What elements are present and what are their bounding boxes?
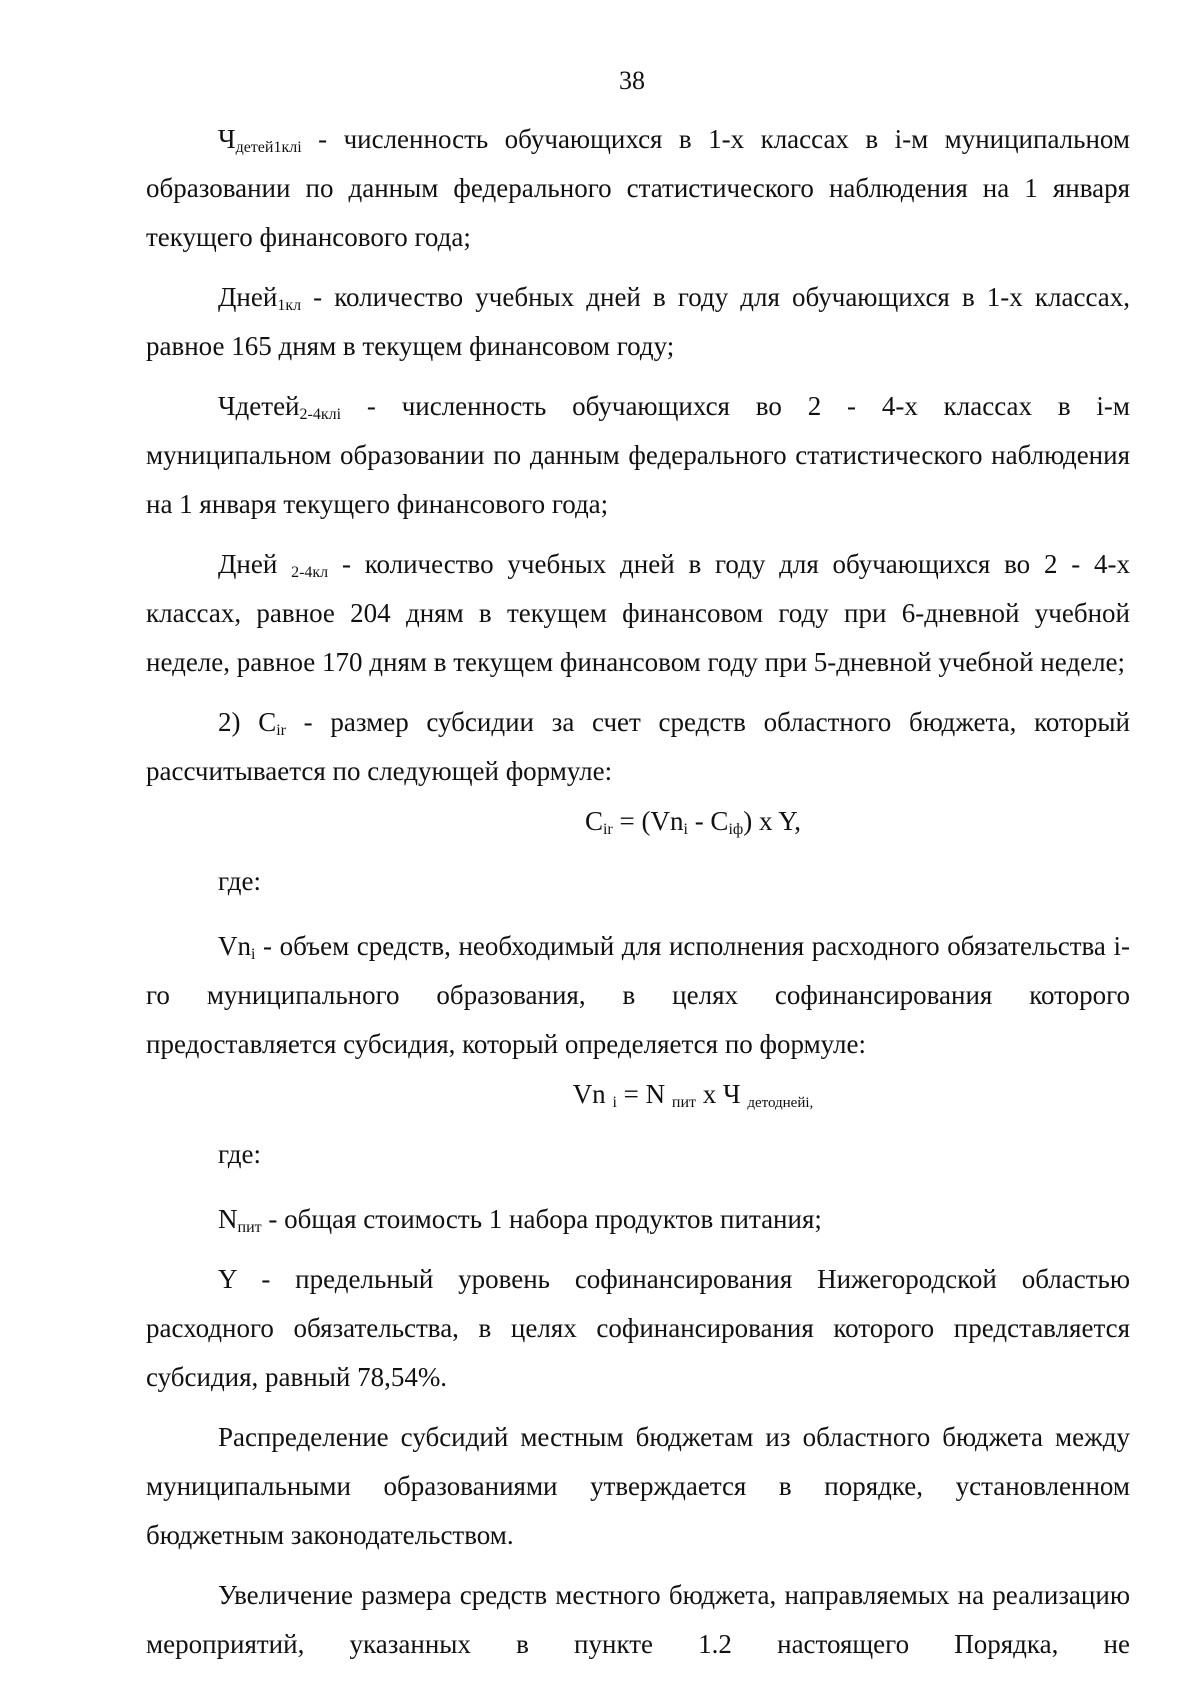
subscript: i (683, 821, 688, 838)
formula-part: C (584, 806, 603, 836)
formula-part: x Ч (696, 1079, 748, 1109)
paragraph-days-grade1 (146, 273, 1130, 371)
where-label: где: (218, 866, 261, 896)
where-label: где: (218, 1139, 261, 1169)
subscript: 1кл (277, 297, 302, 314)
subscript: детей1клi (235, 139, 302, 156)
paragraph-text: - численность обучающихся во 2 - 4-х классах в i-м муниципальном образовании по данным федерального статистического наблюдения на 1 января текущего финансового года; (146, 391, 1130, 519)
symbol: Чдетей (218, 391, 300, 421)
subscript: детоднейi, (747, 1095, 814, 1111)
symbol: N (218, 1204, 238, 1234)
paragraph-children-grade1 (146, 115, 1130, 262)
subscript: пит (671, 1094, 696, 1111)
subscript: ir (276, 722, 286, 739)
symbol: Vn (218, 931, 251, 961)
paragraph-npit (146, 1195, 1130, 1244)
document-body (146, 115, 1130, 1680)
paragraph-text: - численность обучающихся в 1-х классах в i-м муниципальном образовании по данным федерального статистического наблюдения на 1 января текущего финансового года; (146, 124, 1130, 252)
symbol: Дней (218, 549, 292, 579)
paragraph-subsidy-cir (146, 698, 1130, 796)
subscript: 2-4кл (291, 564, 329, 581)
paragraph-y: Y - предельный уровень софинансирования Нижегородской областью расходного обязательства, в целях софинансирования которого представляется субсидия, равный 78,54%. (146, 1264, 1130, 1392)
symbol: 2) C (218, 707, 277, 737)
paragraph-children-grade2-4 (146, 382, 1130, 529)
paragraph-text: - общая стоимость 1 набора продуктов питания; (261, 1204, 822, 1234)
paragraph-text: - размер субсидии за счет средств областного бюджета, который рассчитывается по следующей формуле: (146, 707, 1130, 786)
subscript: iф (728, 821, 744, 838)
subscript: пит (237, 1219, 262, 1236)
paragraph-increase: Увеличение размера средств местного бюджета, направляемых на реализацию мероприятий, указанных в пункте 1.2 настоящего Порядка, не (146, 1580, 1130, 1659)
symbol: Дней (218, 282, 278, 312)
formula-part: - C (687, 806, 729, 836)
formula-cir (146, 799, 1130, 843)
symbol: Ч (218, 124, 236, 154)
paragraph-vn (146, 922, 1130, 1069)
paragraph-days-grade2-4 (146, 540, 1130, 687)
formula-part: = N (616, 1079, 672, 1109)
paragraph-text: - количество учебных дней в году для обучающихся во 2 - 4-х классах, равное 204 дням в текущем финансовом году при 6-дневной учебной неделе, равное 170 дням в текущем финансовом году при 5-дневной учебной неделе; (146, 549, 1130, 677)
formula-part: ) x Y, (743, 806, 802, 836)
subscript: ir (602, 821, 613, 838)
paragraph-text: - объем средств, необходимый для исполнения расходного обязательства i-го муниципального образования, в целях софинансирования которого предоставляется субсидия, который определяется по формуле: (146, 931, 1130, 1059)
paragraph-distribution: Распределение субсидий местным бюджетам из областного бюджета между муниципальными образованиями утверждается в порядке, установленном бюджетным законодательством. (146, 1422, 1130, 1550)
formula-vn (146, 1072, 1130, 1116)
formula-part: = (Vn (612, 806, 684, 836)
subscript: 2-4клi (299, 406, 342, 423)
subscript: i (612, 1094, 617, 1111)
subscript: i (251, 946, 256, 963)
paragraph-text: - количество учебных дней в году для обучающихся в 1-х классах, равное 165 дням в текущем финансовом году; (146, 282, 1130, 361)
page-number: 38 (619, 66, 645, 95)
formula-part: Vn (572, 1079, 613, 1109)
